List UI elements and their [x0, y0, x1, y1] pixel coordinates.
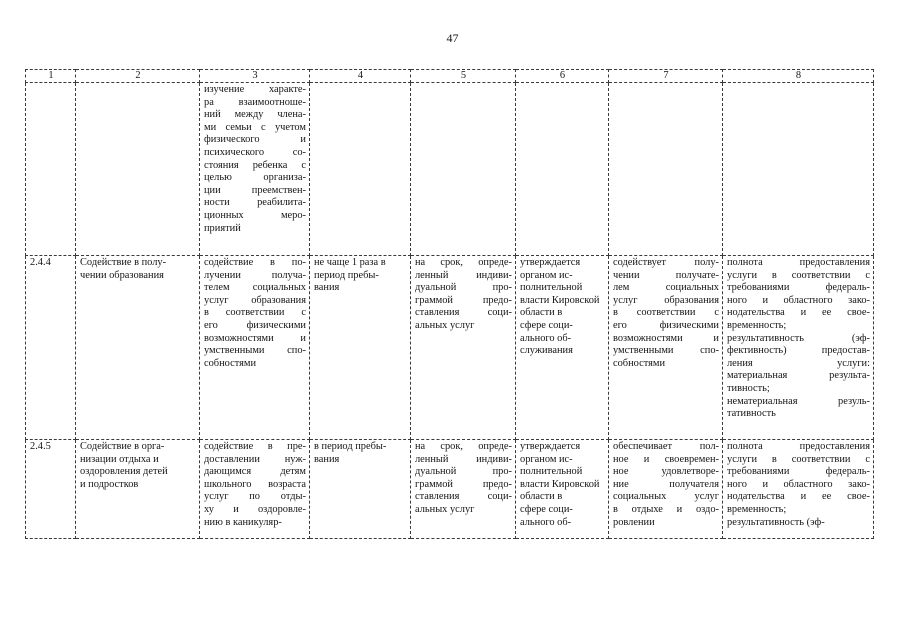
cell-text-line: власти Кировской — [520, 478, 600, 490]
cell-text-line: ального об- — [520, 516, 572, 528]
cell-text-line: услуги в соответствии с — [727, 269, 870, 281]
cell-text-line: физического и — [204, 134, 306, 146]
table-row — [26, 256, 874, 440]
table-row — [26, 440, 874, 539]
cell-text-line: в соответствии с — [613, 307, 719, 319]
column-number: 6 — [516, 70, 609, 83]
cell-text-line: тивность; — [727, 382, 770, 394]
cell-text-line: приятий — [204, 222, 241, 234]
cell-text-line: чении образования — [80, 269, 164, 281]
cell-text-line: утверждается — [520, 441, 581, 452]
quality-indicators-cell — [723, 83, 874, 256]
cell-text-line: фективность) предостав- — [727, 345, 870, 357]
cell-text-line: органом ис- — [520, 269, 573, 281]
cell-text-line: результативность (эф- — [727, 332, 870, 344]
cell-text-line: 2.4.4 — [30, 257, 51, 268]
conditions-cell — [609, 256, 723, 440]
cell-text-line: полнительной — [520, 466, 583, 478]
cell-text-line: ленный индиви- — [415, 453, 512, 465]
cell-text-line: альных услуг — [415, 503, 475, 515]
cell-text-line: возможностями и — [613, 332, 719, 344]
cell-text-line: целью организа- — [204, 172, 306, 184]
tariff-cell — [516, 83, 609, 256]
quality-indicators-cell — [723, 256, 874, 440]
column-number-row — [26, 70, 874, 83]
cell-text-line: в период пребы- — [314, 441, 387, 452]
cell-text-line: низации отдыха и — [80, 453, 159, 465]
cell-text-line: лем социальных — [613, 282, 719, 294]
cell-text-line: в соответствии с — [204, 307, 306, 319]
cell-text-line: Содействие в орга- — [80, 441, 165, 452]
cell-text-line: служивания — [520, 345, 573, 357]
cell-text-line: ления услуги: — [727, 357, 870, 369]
cell-text-line: возможностями и — [204, 332, 306, 344]
cell-text-line: нию в каникуляр- — [204, 516, 282, 528]
conditions-cell — [609, 440, 723, 539]
cell-text-line: ставления соци- — [415, 491, 512, 503]
cell-text-line: услуг образования — [204, 294, 306, 306]
column-number: 8 — [723, 70, 874, 83]
cell-text-line: ху и оздоровле- — [204, 503, 306, 515]
cell-text-line: ционных меро- — [204, 209, 306, 221]
item-number-cell — [26, 83, 76, 256]
cell-text-line: альных услуг — [415, 319, 475, 331]
duration-cell — [411, 83, 516, 256]
cell-text-line: чении получате- — [613, 269, 719, 281]
cell-text-line: сфере соци- — [520, 319, 573, 331]
column-number: 3 — [200, 70, 310, 83]
cell-text-line: требованиями федераль- — [727, 282, 870, 294]
cell-text-line: дуальной про- — [415, 282, 512, 294]
cell-text-line: умственными спо- — [204, 345, 306, 357]
cell-text-line: ности реабилита- — [204, 197, 306, 209]
quality-indicators-cell — [723, 440, 874, 539]
cell-text-line: ального об- — [520, 332, 572, 344]
cell-text-line: вания — [314, 282, 340, 294]
services-table — [25, 69, 874, 539]
cell-text-line: обеспечивает пол- — [613, 441, 719, 452]
cell-text-line: дающимся детям — [204, 466, 306, 478]
cell-text-line: и подростков — [80, 478, 139, 490]
cell-text-line: в отдыхе и оздо- — [613, 503, 719, 515]
cell-text-line: полнительной — [520, 282, 583, 294]
service-description-cell — [200, 256, 310, 440]
column-number: 1 — [26, 70, 76, 83]
cell-text-line: нематериальная резуль- — [727, 395, 870, 407]
cell-text-line: ного и областного зако- — [727, 294, 870, 306]
cell-text-line: нодательства и ее свое- — [727, 307, 870, 319]
cell-text-line: власти Кировской — [520, 294, 600, 306]
column-number: 7 — [609, 70, 723, 83]
cell-text-line: содействие в по- — [204, 257, 306, 268]
cell-text-line: на срок, опреде- — [415, 441, 512, 452]
cell-text-line: лучении получа- — [204, 269, 306, 281]
cell-text-line: содействие в пре- — [204, 441, 306, 452]
cell-text-line: психического со- — [204, 146, 306, 158]
cell-text-line: стояния ребенка с — [204, 159, 306, 171]
cell-text-line: телем социальных — [204, 282, 306, 294]
cell-text-line: полнота предоставления — [727, 257, 870, 268]
table-row — [26, 83, 874, 256]
cell-text-line: ции преемствен- — [204, 184, 306, 196]
cell-text-line: не чаще 1 раза в — [314, 257, 386, 268]
service-description-cell — [200, 440, 310, 539]
service-name-cell — [76, 256, 200, 440]
cell-text-line: ное удовлетворе- — [613, 466, 719, 478]
column-number: 4 — [310, 70, 411, 83]
cell-text-line: нодательства и ее свое- — [727, 491, 870, 503]
tariff-cell — [516, 256, 609, 440]
cell-text-line: временность; — [727, 319, 787, 331]
cell-text-line: граммой предо- — [415, 478, 512, 490]
cell-text-line: услуги в соответствии с — [727, 453, 870, 465]
cell-text-line: граммой предо- — [415, 294, 512, 306]
cell-text-line: собностями — [613, 357, 666, 369]
cell-text-line: органом ис- — [520, 453, 573, 465]
cell-text-line: дуальной про- — [415, 466, 512, 478]
cell-text-line: доставлении нуж- — [204, 453, 306, 465]
cell-text-line: его физическими — [613, 319, 719, 331]
cell-text-line: Содействие в полу- — [80, 257, 167, 268]
service-description-cell — [200, 83, 310, 256]
cell-text-line: ми семьи с учетом — [204, 121, 306, 133]
frequency-cell — [310, 256, 411, 440]
service-name-cell — [76, 440, 200, 539]
cell-text-line: ного и областного зако- — [727, 478, 870, 490]
cell-text-line: области в — [520, 307, 563, 319]
item-number-cell — [26, 256, 76, 440]
cell-text-line: ное и своевремен- — [613, 453, 719, 465]
cell-text-line: собностями — [204, 357, 257, 369]
cell-text-line: ний между члена- — [204, 109, 306, 121]
cell-text-line: ставления соци- — [415, 307, 512, 319]
cell-text-line: тативность — [727, 408, 776, 420]
cell-text-line: на срок, опреде- — [415, 257, 512, 268]
cell-text-line: его физическими — [204, 319, 306, 331]
conditions-cell — [609, 83, 723, 256]
duration-cell — [411, 440, 516, 539]
cell-text-line: результативность (эф- — [727, 516, 825, 528]
cell-text-line: сфере соци- — [520, 503, 573, 515]
cell-text-line: услуг по отды- — [204, 491, 306, 503]
cell-text-line: вания — [314, 453, 340, 465]
frequency-cell — [310, 83, 411, 256]
cell-text-line: социальных услуг — [613, 491, 719, 503]
cell-text-line: временность; — [727, 503, 787, 515]
cell-text-line: утверждается — [520, 257, 581, 268]
cell-text-line: материальная результа- — [727, 370, 870, 382]
column-number: 5 — [411, 70, 516, 83]
item-number-cell — [26, 440, 76, 539]
cell-text-line: школьного возраста — [204, 478, 306, 490]
cell-text-line: полнота предоставления — [727, 441, 870, 452]
cell-text-line: требованиями федераль- — [727, 466, 870, 478]
cell-text-line: услуг образования — [613, 294, 719, 306]
cell-text-line: оздоровления детей — [80, 466, 168, 478]
service-name-cell — [76, 83, 200, 256]
cell-text-line: период пребы- — [314, 269, 379, 281]
cell-text-line: 2.4.5 — [30, 441, 51, 452]
cell-text-line: умственными спо- — [613, 345, 719, 357]
frequency-cell — [310, 440, 411, 539]
column-number: 2 — [76, 70, 200, 83]
page-number: 47 — [446, 31, 459, 45]
cell-text-line: ра взаимоотноше- — [204, 96, 306, 108]
cell-text-line: содействует полу- — [613, 257, 719, 268]
cell-text-line: ленный индиви- — [415, 269, 512, 281]
cell-text-line: ровлении — [613, 516, 655, 528]
cell-text-line: изучение характе- — [204, 84, 306, 95]
tariff-cell — [516, 440, 609, 539]
cell-text-line: области в — [520, 491, 563, 503]
duration-cell — [411, 256, 516, 440]
cell-text-line: ние получателя — [613, 478, 719, 490]
